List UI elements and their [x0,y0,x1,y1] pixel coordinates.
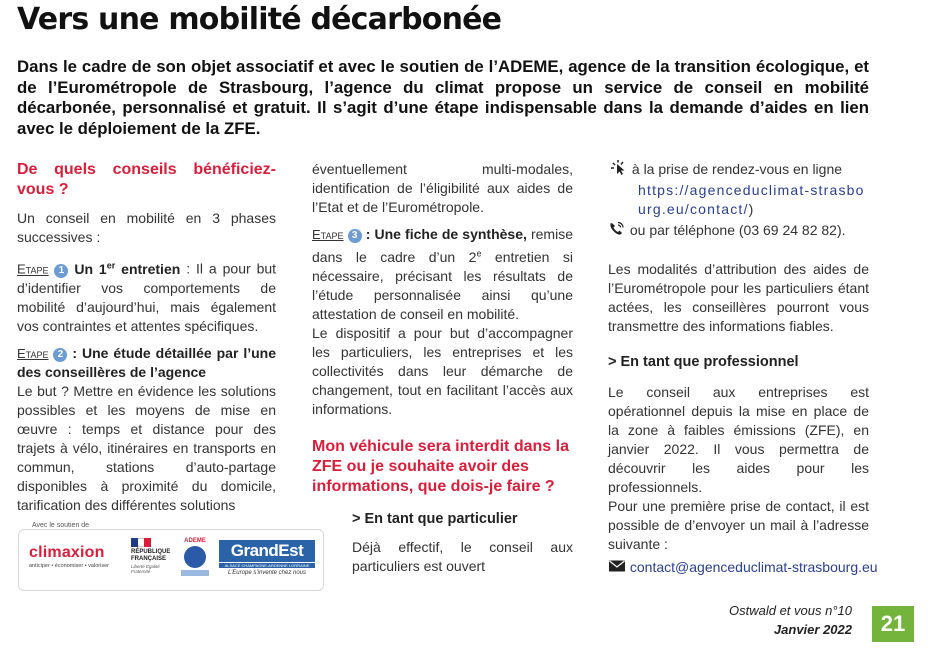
etape-label: Etape [17,261,49,277]
step-2-continued: éventuellement multi-modales, identification de l’éligibilité aux aides de l’Etat et de l’Eurométropole. [312,161,573,215]
step-3 [312,225,573,324]
page-title: Vers une mobilité décarbonée [17,2,502,37]
email-link[interactable]: contact@agenceduclimat-strasbourg.eu [629,559,878,575]
step-number-badge: 3 [348,229,362,243]
pro-heading: > En tant que professionnel [608,354,799,370]
step-number-badge: 1 [54,264,68,278]
phone-text: ou par téléphone (03 69 24 82 82). [629,222,846,239]
sponsor-logos-box [18,522,324,591]
column-2 [312,160,573,576]
modalites-text: Les modalités d’attribution des aides de l’Eurométropole pour les particuliers étant actées, les conseillères pourront vous transmettre des informations fiables. [608,261,869,334]
page-number: 21 [872,606,914,642]
phone-icon [608,221,626,242]
dispositif-text: Le dispositif a pour but d’accompagner les particuliers, les entreprises et les collectivités dans leur démarche de changement, tout en facilitant l’accès aux informations. [312,324,573,417]
advice-lead: Un conseil en mobilité en 3 phases successives : [17,210,276,245]
publication-date: Janvier 2022 [773,622,852,637]
particulier-text: Déjà effectif, le conseil aux particuliers est ouvert [352,538,573,574]
step-3-title: : Une fiche de synthèse, [365,226,527,242]
contact-text: Pour une première prise de contact, il est possible de d’envoyer un mail à l’adresse suivante : [608,498,869,552]
intro-paragraph: Dans le cadre de son objet associatif et avec le soutien de l’ADEME, agence de la transition écologique, et de l’Eurométropole de Strasbourg, l’agence du climat propose un service de conseil en mobilité décarbonée, personnalisé et gratuit. Il s’agit d’une étape indispensable dans la demande d’aides en lien avec le déploiement de la ZFE. [17,57,869,138]
phone-line [608,221,869,242]
rdv-line [608,160,869,181]
column-3 [608,160,878,578]
particulier-heading: > En tant que particulier [352,510,518,527]
step-2 [17,344,276,382]
sponsor-caption: Avec le soutien de [29,522,92,529]
etape-label: Etape [17,345,49,361]
column-1 [17,160,276,515]
etape-label: Etape [312,227,344,242]
email-line [608,558,878,578]
climaxion-logo: climaxion anticiper • économiser • valoriser [29,544,109,569]
step-3-text: remise dans le cadre d’un 2e entretien si nécessaire, précisant les résultats de l’étude personnalisée ainsi qu’une attestation de conseil en mobilité. [312,226,573,322]
publication-name: Ostwald et vous n°10 [729,603,852,618]
click-icon [608,160,628,181]
advice-heading: De quels conseils bénéficiez-vous ? [17,161,276,198]
contact-url-line: https://agenceduclimat-strasbourg.eu/contact/) [638,182,865,217]
step-number-badge: 2 [53,348,67,362]
ademe-logo: ADEME [179,538,211,576]
step-2-title: : Une étude détaillée par l’une des conseillères de l’agence [17,344,276,380]
pro-text: Le conseil aux entreprises est opérationnel depuis la mise en place de la zone à faibles émissions (ZFE), en janvier 2022. Il vous permettra de découvrir les aides pour les professionnels. [608,384,869,495]
rdv-text: à la prise de rendez-vous en ligne [631,161,843,178]
step-2-text: Le but ? Mettre en évidence les solutions possibles et les moyens de mise en œuvre : temps et distance pour des trajets à vélo, itinéraires en transports en commun, stations d’auto-partage disponibles à proximité du domicile, tarification des différentes solutions [17,382,276,513]
step-1-title: Un 1er entretien [74,260,181,277]
envelope-icon [608,559,626,578]
zfe-question-heading: Mon véhicule sera interdit dans la ZFE ou je souhaite avoir des informations, que dois-je faire ? [312,437,569,495]
contact-link[interactable]: https://agenceduclimat-strasbourg.eu/contact/ [638,182,865,217]
republique-francaise-logo: RÉPUBLIQUE FRANÇAISE Liberté Égalité Fraternité [131,538,171,574]
step-1-text: : Il a pour but d’identifier vos comportements de mobilité d’aujourd’hui, mais également vos contraintes et attentes spécifiques. [17,260,277,334]
grand-est-logo: GrandEst ALSACE CHAMPAGNE-ARDENNE LORRAINE L’Europe s’invente chez nous [219,540,315,576]
step-1 [17,256,276,336]
